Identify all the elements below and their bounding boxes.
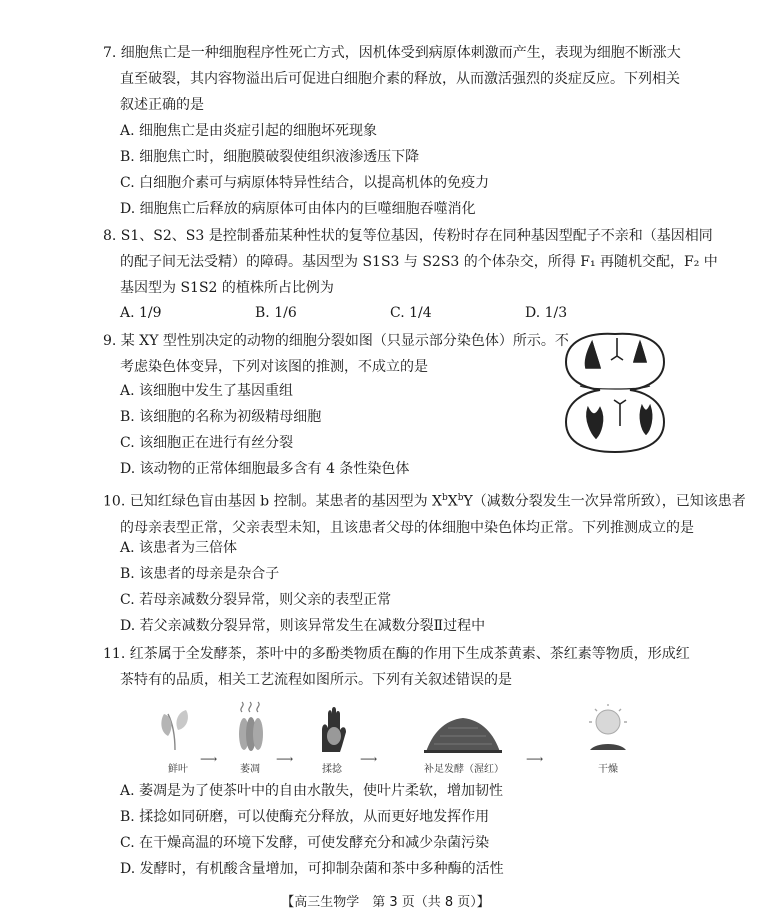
q7-option-d: D. 细胞焦亡后释放的病原体可由体内的巨噬细胞吞噬消化 xyxy=(120,201,476,217)
question-11 xyxy=(103,641,693,693)
step-fermentation: 补足发酵（渥红） xyxy=(424,764,504,775)
q11-line1: 11. 红茶属于全发酵茶，茶叶中的多酚类物质在酶的作用下生成茶黄素、茶红素等物质，形成红 xyxy=(103,646,690,662)
q11-option-b: B. 揉捻如同研磨，可以使酶充分释放，从而更好地发挥作用 xyxy=(120,809,490,825)
tea-process-figure xyxy=(130,700,650,780)
q10-option-d: D. 若父亲减数分裂异常，则该异常发生在减数分裂Ⅱ过程中 xyxy=(120,618,486,634)
q8-option-a: A. 1/9 xyxy=(120,305,162,321)
chromosome xyxy=(640,406,651,434)
q9-option-a: A. 该细胞中发生了基因重组 xyxy=(120,383,294,399)
q7-option-b: B. 细胞焦亡时，细胞膜破裂使组织液渗透压下降 xyxy=(120,149,420,165)
q7-option-c: C. 白细胞介素可与病原体特异性结合，以提高机体的免疫力 xyxy=(120,175,490,191)
chromosome xyxy=(585,342,600,368)
q10-line2: 的母亲表型正常，父亲表型未知，且该患者父母的体细胞中染色体均正常。下列推测成立的是 xyxy=(120,519,694,536)
q8-options xyxy=(120,303,660,323)
arrow-icon: ⟶ xyxy=(276,752,294,766)
q8-line2: 的配子间无法受精）的障碍。基因型为 S1S3 与 S2S3 的个体杂交，所得 F₁ 再随机交配，F₂ 中 xyxy=(120,254,718,270)
question-10 xyxy=(103,485,746,541)
q9-line1: 9. 某 XY 型性别决定的动物的细胞分裂如图（只显示部分染色体）所示。不 xyxy=(103,333,569,349)
q10-option-a: A. 该患者为三倍体 xyxy=(120,540,238,556)
cleavage-line xyxy=(580,386,650,389)
chromosome xyxy=(611,338,623,360)
q8-line3: 基因型为 S1S2 的植株所占比例为 xyxy=(120,280,334,296)
cell-membrane xyxy=(566,334,664,452)
q8-line1: 8. S1、S2、S3 是控制番茄某种性状的复等位基因，传粉时存在同种基因型配子不亲和（基因相同 xyxy=(103,228,713,244)
q9-option-d: D. 该动物的正常体细胞最多含有 4 条性染色体 xyxy=(120,461,410,477)
q7-line3: 叙述正确的是 xyxy=(120,97,204,113)
q9-option-c: C. 该细胞正在进行有丝分裂 xyxy=(120,435,294,451)
withering-icon xyxy=(234,700,268,754)
step-drying: 干燥 xyxy=(598,764,618,775)
q7-line2: 直至破裂，其内容物溢出后可促进白细胞介素的释放，从而激活强烈的炎症反应。下列相关 xyxy=(120,71,680,87)
q7-line1: 7. 细胞焦亡是一种细胞程序性死亡方式，因机体受到病原体刺激而产生，表现为细胞不断涨大 xyxy=(103,45,681,61)
arrow-icon: ⟶ xyxy=(200,752,218,766)
q11-option-a: A. 萎凋是为了使茶叶中的自由水散失，使叶片柔软，增加韧性 xyxy=(120,783,504,799)
chromosome xyxy=(587,408,603,438)
fresh-leaf-icon xyxy=(158,706,192,752)
q9-line2: 考虑染色体变异，下列对该图的推测，不成立的是 xyxy=(120,359,428,375)
q7-option-a: A. 细胞焦亡是由炎症引起的细胞坏死现象 xyxy=(120,123,378,139)
q10-line1: 10. 已知红绿色盲由基因 b 控制。某患者的基因型为 $X^bX^bY$（减数分裂发生一次异常所致），已知该患者 xyxy=(103,493,746,510)
upper-chromosomes xyxy=(585,338,646,368)
arrow-icon: ⟶ xyxy=(360,752,378,766)
q11-option-c: C. 在干燥高温的环境下发酵，可使发酵充分和减少杂菌污染 xyxy=(120,835,490,851)
arrow-icon: ⟶ xyxy=(526,752,544,766)
chromosome xyxy=(634,342,646,362)
step-rolling: 揉捻 xyxy=(322,764,342,775)
q8-option-d: D. 1/3 xyxy=(525,305,568,321)
q8-option-b: B. 1/6 xyxy=(255,305,297,321)
q11-line2: 茶特有的品质，相关工艺流程如图所示。下列有关叙述错误的是 xyxy=(120,672,512,688)
step-withering: 萎凋 xyxy=(240,764,260,775)
question-8 xyxy=(103,223,718,301)
fermentation-pile-icon xyxy=(424,714,502,754)
q10-option-c: C. 若母亲减数分裂异常，则父亲的表型正常 xyxy=(120,592,392,608)
lower-chromosomes xyxy=(587,400,652,438)
sun-drying-icon xyxy=(586,704,630,754)
q8-option-c: C. 1/4 xyxy=(390,305,432,321)
step-fresh-leaf: 鲜叶 xyxy=(168,764,188,775)
chromosome xyxy=(614,400,626,426)
q11-option-d: D. 发酵时，有机酸含量增加，可抑制杂菌和茶中多种酶的活性 xyxy=(120,861,504,877)
page-footer: 【高三生物学 第 3 页（共 8 页）】 xyxy=(281,895,490,910)
cell-division-figure xyxy=(562,330,668,456)
rolling-hand-icon xyxy=(316,706,350,754)
q10-option-b: B. 该患者的母亲是杂合子 xyxy=(120,566,280,582)
question-7 xyxy=(103,40,693,118)
q9-option-b: B. 该细胞的名称为初级精母细胞 xyxy=(120,409,322,425)
